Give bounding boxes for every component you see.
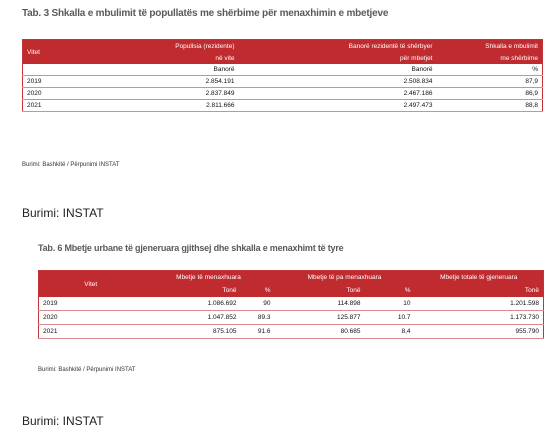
table-row [39,311,544,325]
table2-unit-cell: % [404,287,411,294]
table1-note: Burimi: Bashkitë / Përpunimi INSTAT [22,162,120,168]
table2-cell: 114.898 [275,297,365,311]
table1-cell-year: 2020 [23,88,91,100]
table2-cell: 1.201.598 [415,297,544,311]
table2-cell-year: 2020 [39,311,143,325]
table1-cell: 2.854.191 [91,76,239,88]
table2-cell: 80.685 [275,325,365,339]
table1-title: Tab. 3 Shkalla e mbulimit të popullatës me shërbime për menaxhimin e mbetjeve [22,8,389,19]
table1-unit-cell: Banorë [239,64,437,76]
table1-cell: 2.837.849 [91,88,239,100]
table1-unit-row [23,64,543,76]
table2-unit-cell: Tonë [524,287,539,294]
table1-header-row-1 [23,40,543,53]
table2-cell: 1.047.852 [143,311,241,325]
table1 [22,39,543,112]
table2-header-managed: Mbetje të menaxhuara [176,274,241,281]
table1-header-population-2: në vite [215,54,235,62]
table-row [23,88,543,100]
table1-cell: 2.497.473 [239,100,437,112]
table-row [23,76,543,88]
table-row [39,297,544,311]
table2-header-years: Vitet [84,280,98,288]
table2-cell: 10.7 [365,311,415,325]
table1-cell-year: 2021 [23,100,91,112]
table-row [39,325,544,339]
table2-cell-year: 2021 [39,325,143,339]
table1-header-served-2: për mbetjet [399,54,433,62]
table1-header-coverage: Shkalla e mbulimit [485,42,538,50]
table1-cell-year: 2019 [23,76,91,88]
table2-cell: 1.086.692 [143,297,241,311]
table2-cell: 90 [241,297,275,311]
table2-unit-cell: Tonë [222,287,237,294]
table2-cell: 1.173.730 [415,311,544,325]
table1-unit-cell: Banorë [91,64,239,76]
table2-cell: 10 [365,297,415,311]
table2-cell-year: 2019 [39,297,143,311]
table1-cell: 86,9 [437,88,543,100]
table2-cell: 875.105 [143,325,241,339]
table2-header-row-1 [39,271,544,285]
table1-cell: 2.811.666 [91,100,239,112]
table1-cell: 2.508.834 [239,76,437,88]
table-row [23,100,543,112]
table1-cell: 88,8 [437,100,543,112]
table2 [38,270,544,339]
table2-header-unmanaged: Mbetje të pa menaxhuara [307,274,382,281]
table1-unit-cell [23,64,91,76]
table2-cell: 8,4 [365,325,415,339]
table2-note: Burimi: Bashkitë / Përpunimi INSTAT [38,367,136,373]
table2-title: Tab. 6 Mbetje urbane të gjeneruara gjithsej dhe shkalla e menaxhimt të tyre [38,243,344,253]
table1-header-coverage-2: me shërbime [500,54,538,62]
table2-cell: 125.877 [275,311,365,325]
source-text-1: Burimi: INSTAT [22,206,104,220]
table2-cell: 955.790 [415,325,544,339]
table2-unit-cell: % [264,287,271,294]
table2-unit-cell: Tonë [346,287,361,294]
table1-header-row-2 [23,52,543,64]
table1-cell: 87,9 [437,76,543,88]
table1-header-population: Popullsia (rezidente) [175,42,235,50]
table1-unit-cell: % [437,64,543,76]
table2-cell: 89.3 [241,311,275,325]
table1-cell: 2.467.186 [239,88,437,100]
source-text-2: Burimi: INSTAT [22,414,104,428]
table1-header-years: Vitet [27,48,40,56]
table2-cell: 91.6 [241,325,275,339]
table1-header-served: Banorë rezidentë të shërbyer [348,42,433,50]
table2-header-total: Mbetje totale të gjeneruara [440,274,518,281]
